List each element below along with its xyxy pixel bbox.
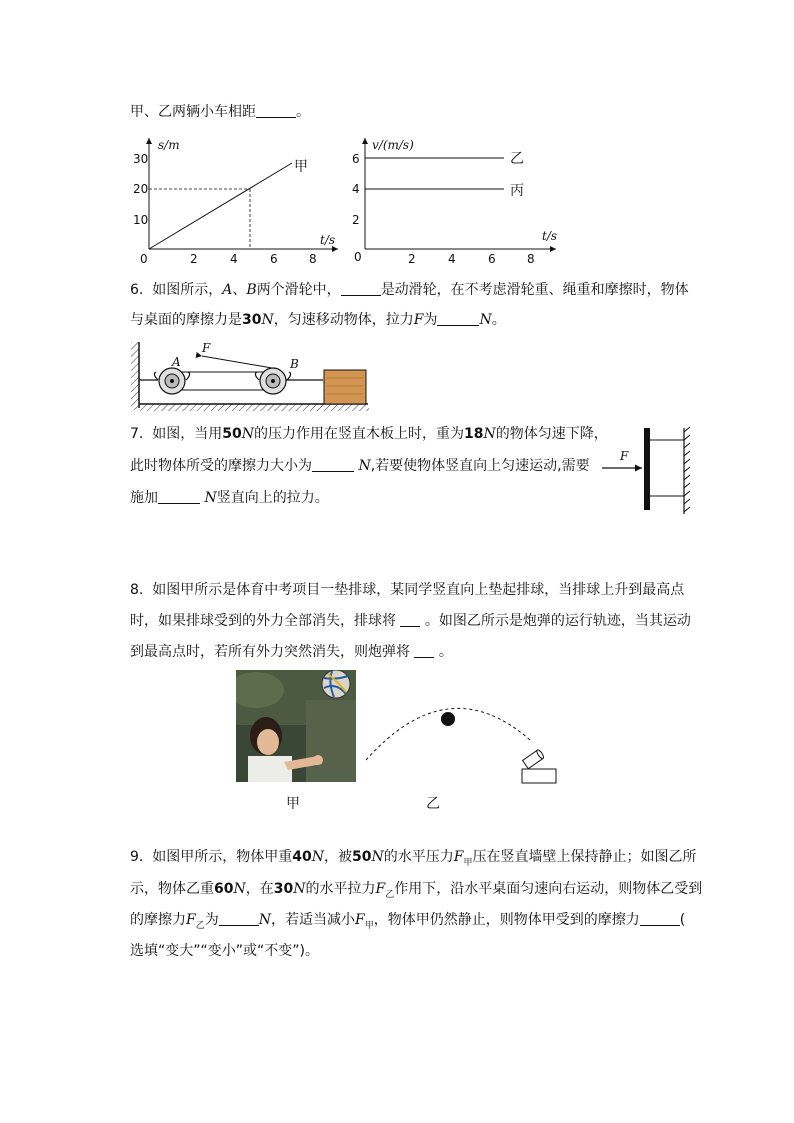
trajectory-figure xyxy=(362,702,568,788)
question-9-line-1: 9. 如图甲所示，物体甲重40N，被50N的水平压力$F_甲$压在竖直墙壁上保持静止；如图乙所 xyxy=(130,849,697,868)
label-a: A xyxy=(172,355,181,369)
x-tick: 6 xyxy=(488,252,496,266)
question-7-line-1: 7. 如图，当用50N的压力作用在竖直木板上时，重为18N的物体匀速下降， xyxy=(130,426,608,442)
x-tick: 8 xyxy=(527,252,535,266)
wall-hatch xyxy=(131,342,139,410)
answer-blank[interactable] xyxy=(312,457,354,472)
x-tick: 2 xyxy=(190,252,198,266)
x-tick: 4 xyxy=(448,252,456,266)
answer-blank[interactable] xyxy=(256,103,296,118)
question-9-line-2: 示，物体乙重60N，在30N的水平拉力$F_乙$作用下，沿水平桌面匀速向右运动，则物体乙受到 xyxy=(130,881,703,900)
volleyball-photo xyxy=(236,670,356,782)
line-label-bing: 丙 xyxy=(510,183,524,199)
board xyxy=(644,428,650,510)
caption-jia: 甲 xyxy=(286,796,300,812)
label-f: F xyxy=(202,341,211,355)
answer-blank[interactable] xyxy=(219,911,259,926)
question-6-line-2: 与桌面的摩擦力是30N，匀速移动物体，拉力F为 N。 xyxy=(130,312,506,328)
question-6-line-1: 6. 如图所示，A、B两个滑轮中， 是动滑轮，在不考虑滑轮重、绳重和摩擦时，物体 xyxy=(130,282,689,298)
line-label-jia: 甲 xyxy=(294,159,308,175)
caption-yi: 乙 xyxy=(426,796,440,812)
intro-line: 甲、乙两辆小车相距 。 xyxy=(130,104,310,120)
graph-v-t xyxy=(346,132,566,272)
question-8-line-3: 到最高点时，若所有外力突然消失，则炮弹将 。 xyxy=(130,644,453,660)
x-tick: 2 xyxy=(408,252,416,266)
table-hatch xyxy=(139,404,369,411)
answer-blank[interactable] xyxy=(414,643,434,658)
question-8-line-2: 时，如果排球受到的外力全部消失，排球将 。如图乙所示是炮弹的运行轨迹，当其运动 xyxy=(130,613,691,629)
board-figure xyxy=(600,424,700,516)
answer-blank[interactable] xyxy=(640,911,680,926)
line-label-yi: 乙 xyxy=(510,151,524,167)
answer-blank[interactable] xyxy=(158,489,200,504)
pulley-figure xyxy=(128,338,373,414)
force-arrow xyxy=(202,356,272,368)
y-tick: 20 xyxy=(133,182,149,196)
wall-hatch xyxy=(684,427,690,512)
label-b: B xyxy=(290,357,299,371)
y-tick: 30 xyxy=(133,152,149,166)
y-tick: 4 xyxy=(352,182,360,196)
cannon-barrel xyxy=(523,749,545,769)
x-axis-label: t/s xyxy=(542,229,558,243)
y-tick: 10 xyxy=(133,213,149,227)
x-tick: 4 xyxy=(230,252,238,266)
graph-line-jia xyxy=(149,163,292,249)
origin-label: 0 xyxy=(354,250,362,264)
answer-blank[interactable] xyxy=(400,612,420,627)
y-axis-label: v/(m/s) xyxy=(372,138,414,152)
x-tick: 8 xyxy=(309,252,317,266)
answer-blank[interactable] xyxy=(341,281,381,296)
x-axis-label: t/s xyxy=(320,233,336,247)
origin-label: 0 xyxy=(140,252,148,266)
cannon-base xyxy=(522,769,556,783)
question-8-line-1: 8. 如图甲所示是体育中考项目一垫排球，某同学竖直向上垫起排球，当排球上升到最高点 xyxy=(130,582,685,598)
projectile xyxy=(441,712,455,726)
wooden-block xyxy=(324,370,366,404)
x-tick: 6 xyxy=(270,252,278,266)
label-f: F xyxy=(620,449,629,463)
graph-s-t xyxy=(126,132,346,272)
question-9-line-4: 选填“变大”“变小”或“不变”)。 xyxy=(130,943,319,959)
question-7-line-2: 此时物体所受的摩擦力大小为 N,若要使物体竖直向上匀速运动,需要 xyxy=(130,458,590,474)
y-tick: 6 xyxy=(352,152,360,166)
question-7-line-3: 施加 N竖直向上的拉力。 xyxy=(130,490,329,506)
y-axis-label: s/m xyxy=(158,138,180,152)
y-tick: 2 xyxy=(352,213,360,227)
question-9-line-3: 的摩擦力$F_乙$为 N，若适当减小$F_甲$，物体甲仍然静止，则物体甲受到的摩擦力 ( xyxy=(130,912,686,931)
answer-blank[interactable] xyxy=(437,311,479,326)
